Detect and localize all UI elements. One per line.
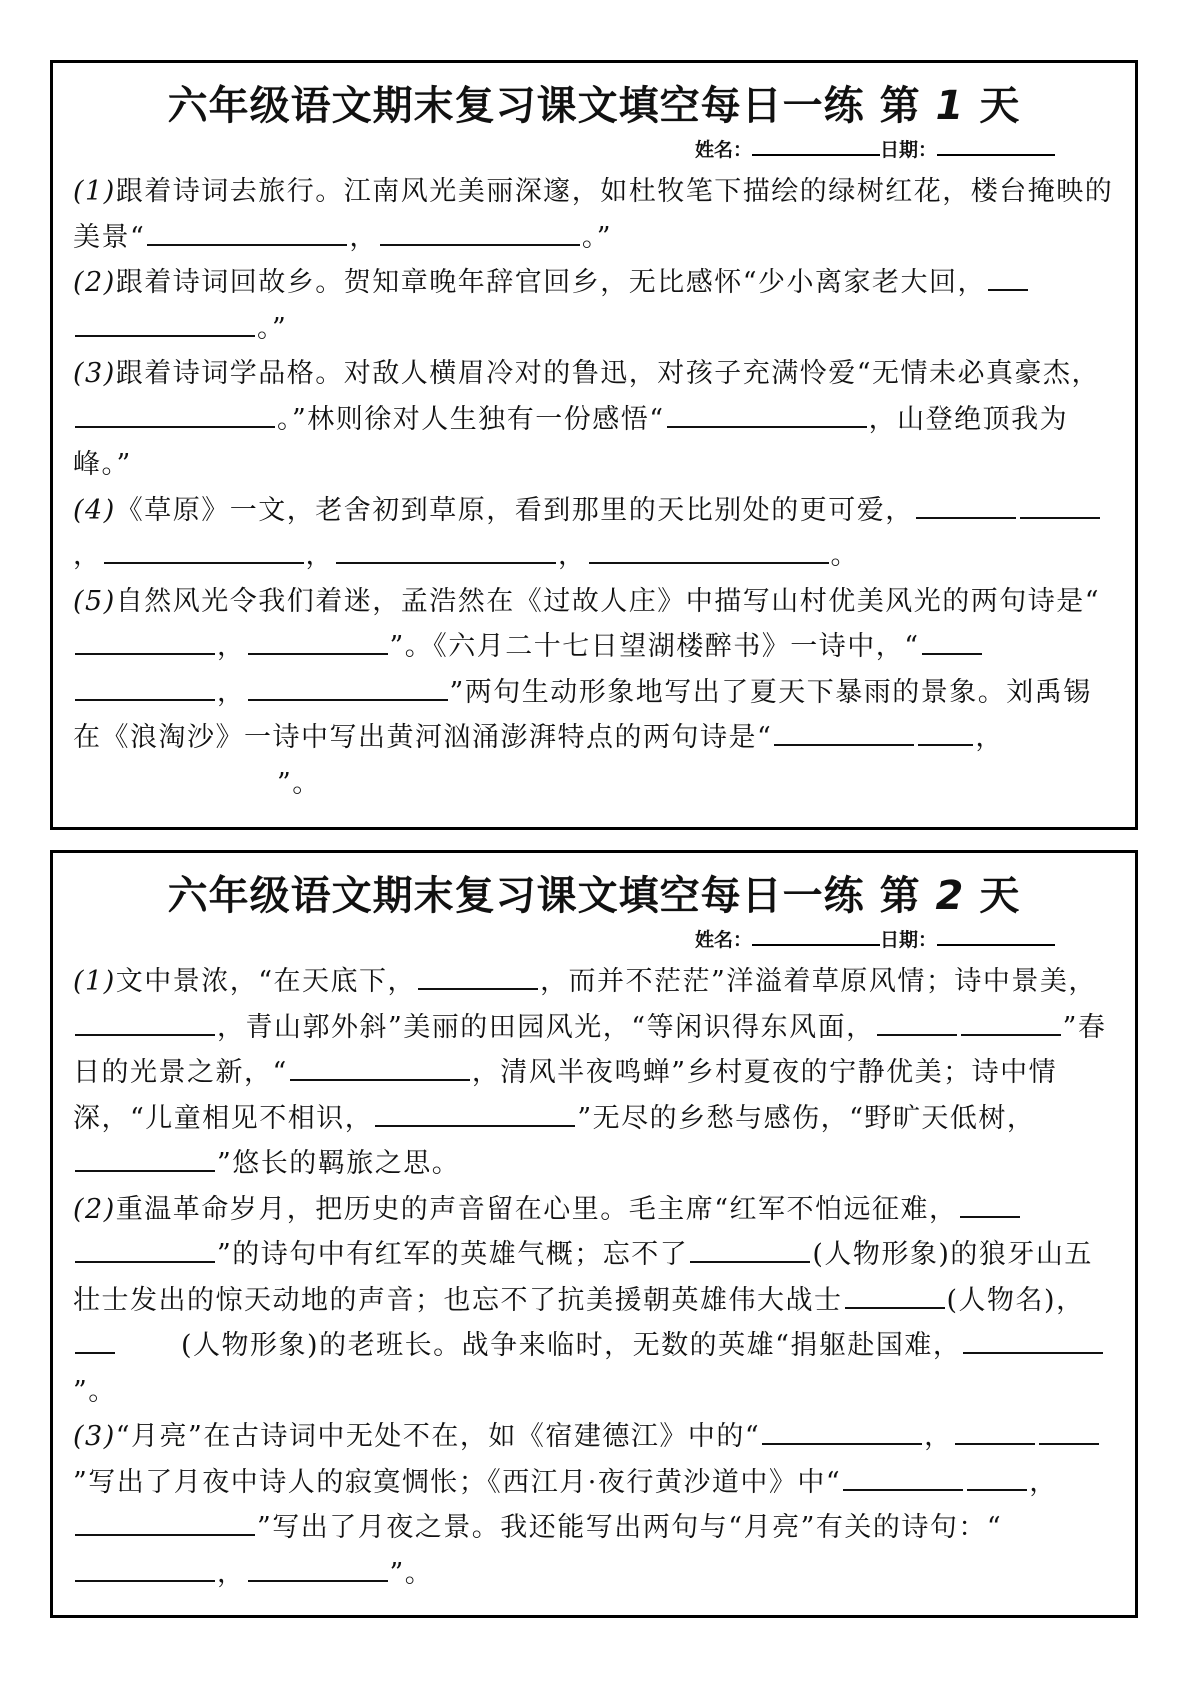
question-text: 。 <box>830 540 859 571</box>
question-text: 《草原》一文，老舍初到草原，看到那里的天比别处的更可爱， <box>115 494 914 526</box>
title-day-number: 2 <box>935 873 965 919</box>
title-day-suffix: 天 <box>979 873 1021 919</box>
answer-blank[interactable] <box>1039 1417 1099 1445</box>
questions <box>53 955 1135 1596</box>
name-field[interactable] <box>752 136 880 156</box>
question-text: 跟着诗词去旅行。江南风光美丽深邃，如杜牧笔下描绘的绿树红花，楼台掩映的美景“ <box>73 176 1114 253</box>
answer-blank[interactable] <box>248 1554 388 1582</box>
question-text: 跟着诗词学品格。对敌人横眉冷对的鲁迅，对孩子充满怜爱“无情未必真豪杰， <box>115 358 1101 389</box>
card-title <box>53 77 1135 135</box>
question-text: ， <box>558 540 587 571</box>
question-text: ”写出了月夜中诗人的寂寞惆怅；《西江月·夜行黄沙道中》中“ <box>73 1466 842 1498</box>
question-number: (1) <box>73 966 116 997</box>
answer-blank[interactable] <box>418 962 538 990</box>
answer-blank[interactable] <box>290 1053 470 1081</box>
date-label: 日期： <box>879 139 937 161</box>
question-3 <box>73 351 1119 488</box>
answer-blank[interactable] <box>75 1144 215 1172</box>
date-field[interactable] <box>937 926 1055 946</box>
name-date-row <box>53 925 1135 955</box>
question-text: ”两句生动形象地写出了夏天下暴雨的景象。刘禹锡在《浪淘沙》一诗中写出黄河汹涌澎湃特点的两句诗是“ <box>73 676 1092 753</box>
name-date-row <box>53 135 1135 165</box>
question-number: (2) <box>73 1193 116 1225</box>
answer-blank[interactable] <box>774 718 914 746</box>
questions <box>53 165 1135 806</box>
date-label: 日期： <box>879 929 937 951</box>
question-text: ， <box>73 540 102 571</box>
title-main: 六年级语文期末复习课文填空每日一练 <box>167 873 865 919</box>
question-4 <box>73 488 1119 579</box>
question-text: ， <box>924 1421 953 1452</box>
question-text: ”。 <box>73 1375 117 1407</box>
answer-blank[interactable] <box>119 1326 179 1354</box>
question-text: ，青山郭外斜”美丽的田园风光，“等闲识得东风面， <box>217 1011 875 1043</box>
title-main: 六年级语文期末复习课文填空每日一练 <box>167 83 865 129</box>
name-label: 姓名： <box>694 929 752 951</box>
answer-blank[interactable] <box>1020 491 1100 519</box>
question-number: (3) <box>73 1421 116 1452</box>
question-text: 。”林则徐对人生独有一份感悟“ <box>277 403 665 435</box>
answer-blank[interactable] <box>845 1281 945 1309</box>
question-number: (3) <box>73 358 116 389</box>
answer-blank[interactable] <box>963 1326 1103 1354</box>
answer-blank[interactable] <box>75 1235 215 1263</box>
exercise-card-day-2 <box>50 850 1138 1618</box>
question-text: ”写出了月夜之景。我还能写出两句与“月亮”有关的诗句：“ <box>257 1512 1003 1543</box>
question-2 <box>73 1187 1119 1415</box>
question-text: (人物形象)的老班长。战争来临时，无数的英雄“捐躯赴国难， <box>181 1330 962 1361</box>
question-2 <box>73 260 1119 351</box>
question-text: ”。 <box>277 767 321 799</box>
question-number: (1) <box>73 176 116 207</box>
question-text: ， <box>217 631 246 662</box>
answer-blank[interactable] <box>104 536 304 564</box>
answer-blank[interactable] <box>960 1190 1020 1218</box>
answer-blank[interactable] <box>75 1326 115 1354</box>
question-text: ， <box>349 221 378 253</box>
question-text: 重温革命岁月，把历史的声音留在心里。毛主席“红军不怕远征难， <box>115 1193 958 1225</box>
question-number: (2) <box>73 267 116 298</box>
question-number: (5) <box>73 585 116 617</box>
question-text: ， <box>217 676 246 708</box>
question-text: ”无尽的乡愁与感伤，“野旷天低树， <box>577 1102 1036 1134</box>
question-1 <box>73 959 1119 1187</box>
answer-blank[interactable] <box>922 627 982 655</box>
answer-blank[interactable] <box>248 627 388 655</box>
question-3 <box>73 1414 1119 1596</box>
answer-blank[interactable] <box>75 627 215 655</box>
answer-blank[interactable] <box>336 536 556 564</box>
question-text: (人物形象)的狼牙山五壮士发出的惊天动地的声音；也忘不了抗美援朝英雄伟大战士 <box>73 1239 1093 1316</box>
question-text: 跟着诗词回故乡。贺知章晚年辞官回乡，无比感怀“少小离家老大回， <box>115 267 987 298</box>
question-text: 文中景浓，“在天底下， <box>115 966 417 997</box>
question-text: ”的诗句中有红军的英雄气概；忘不了 <box>217 1239 689 1270</box>
answer-blank[interactable] <box>918 718 973 746</box>
date-field[interactable] <box>937 136 1055 156</box>
answer-blank[interactable] <box>375 1099 575 1127</box>
question-text: “月亮”在古诗词中无处不在，如《宿建德江》中的“ <box>115 1421 761 1452</box>
answer-blank[interactable] <box>967 1463 1027 1491</box>
answer-blank[interactable] <box>690 1235 810 1263</box>
question-text: ，而并不茫茫”洋溢着草原风情；诗中景美， <box>540 966 1097 997</box>
question-text: 。” <box>581 221 613 253</box>
answer-blank[interactable] <box>75 1508 255 1536</box>
answer-blank[interactable] <box>955 1417 1035 1445</box>
answer-blank[interactable] <box>248 673 448 701</box>
title-day-prefix: 第 <box>879 83 921 129</box>
question-text: ， <box>217 1557 246 1589</box>
answer-blank[interactable] <box>75 673 215 701</box>
answer-blank[interactable] <box>75 309 255 337</box>
answer-blank[interactable] <box>75 1008 215 1036</box>
answer-blank[interactable] <box>762 1417 922 1445</box>
answer-blank[interactable] <box>380 218 580 246</box>
title-day-suffix: 天 <box>979 83 1021 129</box>
question-text: ， <box>305 540 334 571</box>
question-text: ”悠长的羁旅之思。 <box>217 1148 461 1179</box>
answer-blank[interactable] <box>147 218 347 246</box>
name-label: 姓名： <box>694 139 752 161</box>
card-title <box>53 867 1135 925</box>
name-field[interactable] <box>752 926 880 946</box>
question-text: ”春日的光景之新，“ <box>73 1011 1107 1088</box>
question-text: ”。 <box>389 1557 434 1589</box>
answer-blank[interactable] <box>589 536 829 564</box>
question-1 <box>73 169 1119 260</box>
question-text: ， <box>975 722 1004 753</box>
question-5 <box>73 579 1119 807</box>
answer-blank[interactable] <box>75 1554 215 1582</box>
question-number: (4) <box>73 494 116 526</box>
question-text: 自然风光令我们着迷，孟浩然在《过故人庄》中描写山村优美风光的两句诗是“ <box>115 585 1101 617</box>
exercise-card-day-1 <box>50 60 1138 830</box>
question-text: ，山登绝顶我为峰。” <box>73 403 1069 480</box>
answer-blank[interactable] <box>961 1008 1061 1036</box>
question-text: ，清风半夜鸣蝉”乡村夏夜的宁静优美；诗中情深，“儿童相见不相识， <box>73 1057 1058 1134</box>
title-day-prefix: 第 <box>879 873 921 919</box>
question-text: (人物名)， <box>946 1284 1085 1316</box>
answer-blank[interactable] <box>916 491 1016 519</box>
answer-blank[interactable] <box>667 400 867 428</box>
answer-blank[interactable] <box>843 1463 963 1491</box>
answer-blank[interactable] <box>988 263 1028 291</box>
question-text: 。” <box>257 312 288 344</box>
answer-blank[interactable] <box>75 764 275 792</box>
answer-blank[interactable] <box>877 1008 957 1036</box>
question-text: ”。《六月二十七日望湖楼醉书》一诗中，“ <box>389 631 920 662</box>
question-text: ， <box>1029 1466 1058 1498</box>
answer-blank[interactable] <box>75 400 275 428</box>
title-day-number: 1 <box>935 83 965 129</box>
